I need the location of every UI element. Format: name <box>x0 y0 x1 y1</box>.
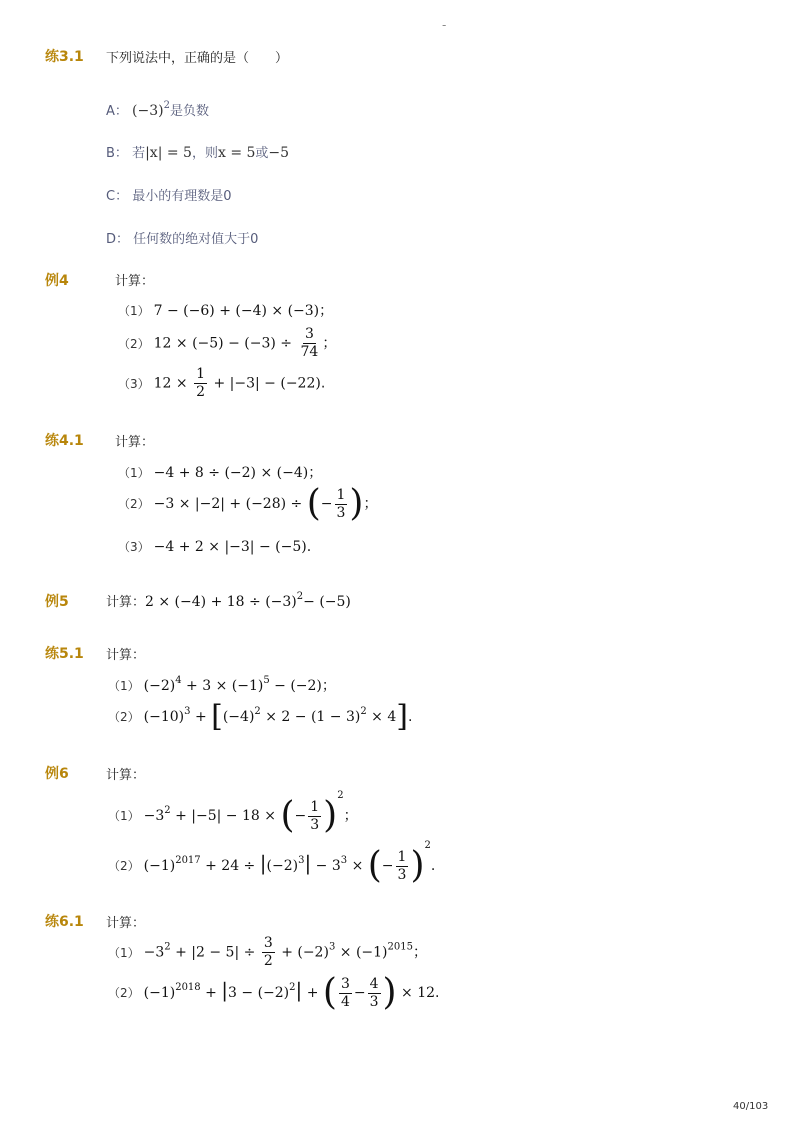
fraction <box>298 326 320 361</box>
left-paren: ( <box>367 845 382 886</box>
exponent: 2 <box>424 840 431 851</box>
example-tag: 例6 <box>45 766 69 782</box>
problem-line <box>108 935 427 970</box>
option-expr: |x| = 5 <box>145 145 192 161</box>
exponent: 3 <box>340 855 348 866</box>
exponent: 5 <box>263 675 270 686</box>
option-text: 若 <box>132 146 146 161</box>
item-number: （1） <box>108 945 140 960</box>
option-d <box>106 228 258 247</box>
option-text: 任何数的绝对值大于0 <box>133 232 259 247</box>
option-label: C： <box>106 189 129 204</box>
numerator: 3 <box>263 935 273 951</box>
punct: . <box>435 985 440 1001</box>
fraction <box>339 976 352 1011</box>
problem-line <box>118 300 333 320</box>
math-expr: + |−3| − (−22) <box>213 375 321 392</box>
exponent: 2017 <box>175 855 201 866</box>
math-expr: + (−2) <box>281 944 329 961</box>
option-label: A： <box>106 104 128 119</box>
denominator: 3 <box>310 816 320 833</box>
exponent: 2 <box>254 706 261 717</box>
math-expr: 7 − (−6) + (−4) × (−3) <box>153 303 320 319</box>
denominator: 2 <box>196 384 206 400</box>
numerator: 1 <box>336 486 346 503</box>
fraction <box>194 366 207 401</box>
abs-bar: | <box>304 851 312 875</box>
denominator: 4 <box>340 993 350 1010</box>
option-sup: 2 <box>163 100 170 111</box>
numerator: 1 <box>310 798 320 815</box>
item-number: （1） <box>108 809 140 823</box>
denominator: 3 <box>369 993 379 1010</box>
left-paren: ( <box>322 972 337 1013</box>
problem-line <box>108 699 413 734</box>
right-paren: ) <box>323 795 338 836</box>
plus-sign: + <box>306 985 319 1001</box>
problem-line <box>118 366 325 401</box>
prompt-text: 计算： <box>106 768 146 783</box>
exponent: 2 <box>289 982 296 993</box>
punct: ； <box>363 496 378 512</box>
math-expr: −4 + 8 ÷ (−2) × (−4) <box>153 465 309 481</box>
math-expr: − (−5) <box>303 594 351 610</box>
math-expr: + |−5| − 18 × <box>175 808 276 824</box>
math-expr: (−2) <box>143 678 176 694</box>
option-expr: (−3) <box>132 103 164 119</box>
abs-bar: | <box>259 851 267 875</box>
math-expr: (−10) <box>143 709 185 725</box>
option-a <box>106 100 209 119</box>
exercise-tag: 练6.1 <box>45 914 84 930</box>
exponent: 2 <box>164 941 171 953</box>
minus-sign: − <box>294 808 307 824</box>
option-text: 是负数 <box>169 104 209 119</box>
math-expr: 3 − (−2) <box>228 985 290 1001</box>
punct: . <box>430 858 436 874</box>
prompt-text: 计算： <box>115 274 155 289</box>
problem-line <box>118 483 378 524</box>
denominator: 2 <box>263 953 273 969</box>
abs-bar: | <box>295 978 303 1002</box>
option-text: ，则 <box>191 146 218 161</box>
math-expr: × 12 <box>401 985 436 1001</box>
exponent: 2015 <box>387 941 413 953</box>
minus-sign: − <box>381 858 394 874</box>
header-mark: - <box>442 18 447 32</box>
math-expr: −3 <box>143 944 165 961</box>
left-paren: ( <box>306 483 321 524</box>
exponent: 2 <box>360 706 367 717</box>
left-paren: ( <box>280 795 295 836</box>
exercise-tag: 练5.1 <box>45 646 84 662</box>
prompt-text: 计算： <box>106 595 146 610</box>
prompt-text: 计算： <box>106 648 146 663</box>
math-expr: + 24 ÷ <box>205 858 256 874</box>
math-expr: −3 × |−2| + (−28) ÷ <box>153 496 303 512</box>
fraction <box>368 976 381 1011</box>
left-bracket: [ <box>211 699 223 734</box>
right-paren: ) <box>349 483 364 524</box>
exponent: 2018 <box>175 982 201 993</box>
numerator: 4 <box>369 975 379 992</box>
exercise-tag: 练4.1 <box>45 433 84 449</box>
prompt-text: 计算： <box>115 435 155 450</box>
math-expr: 2 × (−4) + 18 ÷ (−3) <box>145 594 297 610</box>
item-number: （2） <box>118 336 150 351</box>
prompt-text: 计算： <box>106 916 146 931</box>
denominator: 3 <box>397 866 407 883</box>
problem-line <box>118 538 311 555</box>
problem-line <box>108 675 336 695</box>
math-expr: + 3 × (−1) <box>186 678 264 694</box>
math-expr: −3 <box>143 808 165 824</box>
example-tag: 例5 <box>45 594 69 610</box>
numerator: 3 <box>304 326 314 342</box>
math-expr: 12 × (−5) − (−3) ÷ <box>153 335 293 352</box>
problem-line <box>108 840 435 884</box>
option-text: 或 <box>255 146 269 161</box>
problem-line <box>106 591 351 610</box>
question-text: 下列说法中，正确的是（ ） <box>106 51 289 66</box>
punct: ； <box>319 303 334 319</box>
item-number: （3） <box>118 376 150 391</box>
fraction <box>335 487 348 522</box>
math-expr: + <box>194 709 207 725</box>
item-number: （2） <box>108 859 140 873</box>
item-number: （3） <box>118 540 150 554</box>
math-expr: − 3 <box>315 858 341 874</box>
problem-line <box>118 326 336 361</box>
item-number: （2） <box>118 497 150 511</box>
punct: ； <box>322 335 337 352</box>
right-paren: ) <box>410 845 425 886</box>
numerator: 3 <box>340 975 350 992</box>
item-number: （1） <box>118 466 150 480</box>
exponent: 3 <box>298 855 305 866</box>
exponent: 4 <box>175 675 182 686</box>
problem-line <box>118 462 322 482</box>
problem-line <box>108 790 358 834</box>
math-expr: (−1) <box>143 985 176 1001</box>
math-expr: × <box>351 858 364 874</box>
punct: ； <box>343 808 358 824</box>
exponent: 3 <box>184 706 191 717</box>
denominator: 3 <box>336 504 346 521</box>
numerator: 1 <box>196 366 206 382</box>
math-expr: − (−2) <box>274 678 322 694</box>
option-expr: x = 5 <box>217 145 256 161</box>
exponent: 2 <box>337 790 344 801</box>
math-expr: × 2 − (1 − 3) <box>265 709 361 725</box>
numerator: 1 <box>397 848 407 865</box>
right-bracket: ] <box>396 699 408 734</box>
punct: . <box>320 375 326 392</box>
math-expr: (−1) <box>143 858 176 874</box>
denominator: 74 <box>300 344 319 360</box>
item-number: （1） <box>108 679 140 693</box>
math-expr: × 4 <box>371 709 397 725</box>
exponent: 2 <box>164 805 171 816</box>
math-expr: × (−1) <box>339 944 388 961</box>
punct: . <box>407 709 413 725</box>
math-expr: (−4) <box>222 709 255 725</box>
math-expr: −4 + 2 × |−3| − (−5) <box>153 539 307 555</box>
punct: ； <box>412 944 427 961</box>
option-label: B： <box>106 146 128 161</box>
minus-sign: − <box>353 985 366 1001</box>
option-label: D： <box>106 232 130 247</box>
minus-sign: − <box>320 496 333 512</box>
punct: . <box>306 539 312 555</box>
item-number: （1） <box>118 304 150 318</box>
math-expr: (−2) <box>266 858 299 874</box>
example-tag: 例4 <box>45 273 69 289</box>
option-c <box>106 185 232 204</box>
math-expr: 12 × <box>153 375 188 392</box>
math-expr: + <box>205 985 217 1001</box>
punct: ； <box>321 678 336 694</box>
problem-line <box>108 972 440 1013</box>
option-b <box>106 142 289 161</box>
fraction <box>396 849 409 884</box>
punct: ； <box>308 465 323 481</box>
exercise-tag: 练3.1 <box>45 49 84 65</box>
abs-bar: | <box>221 978 229 1002</box>
math-expr: + |2 − 5| ÷ <box>175 944 256 961</box>
fraction <box>262 935 275 970</box>
item-number: （2） <box>108 710 140 724</box>
right-paren: ) <box>382 972 397 1013</box>
exponent: 3 <box>328 941 336 953</box>
exponent: 2 <box>296 591 304 602</box>
item-number: （2） <box>108 986 140 1000</box>
option-expr: −5 <box>268 145 290 161</box>
page-number: 40/103 <box>733 1101 769 1112</box>
fraction <box>308 799 321 834</box>
option-text: 最小的有理数是0 <box>132 189 232 204</box>
